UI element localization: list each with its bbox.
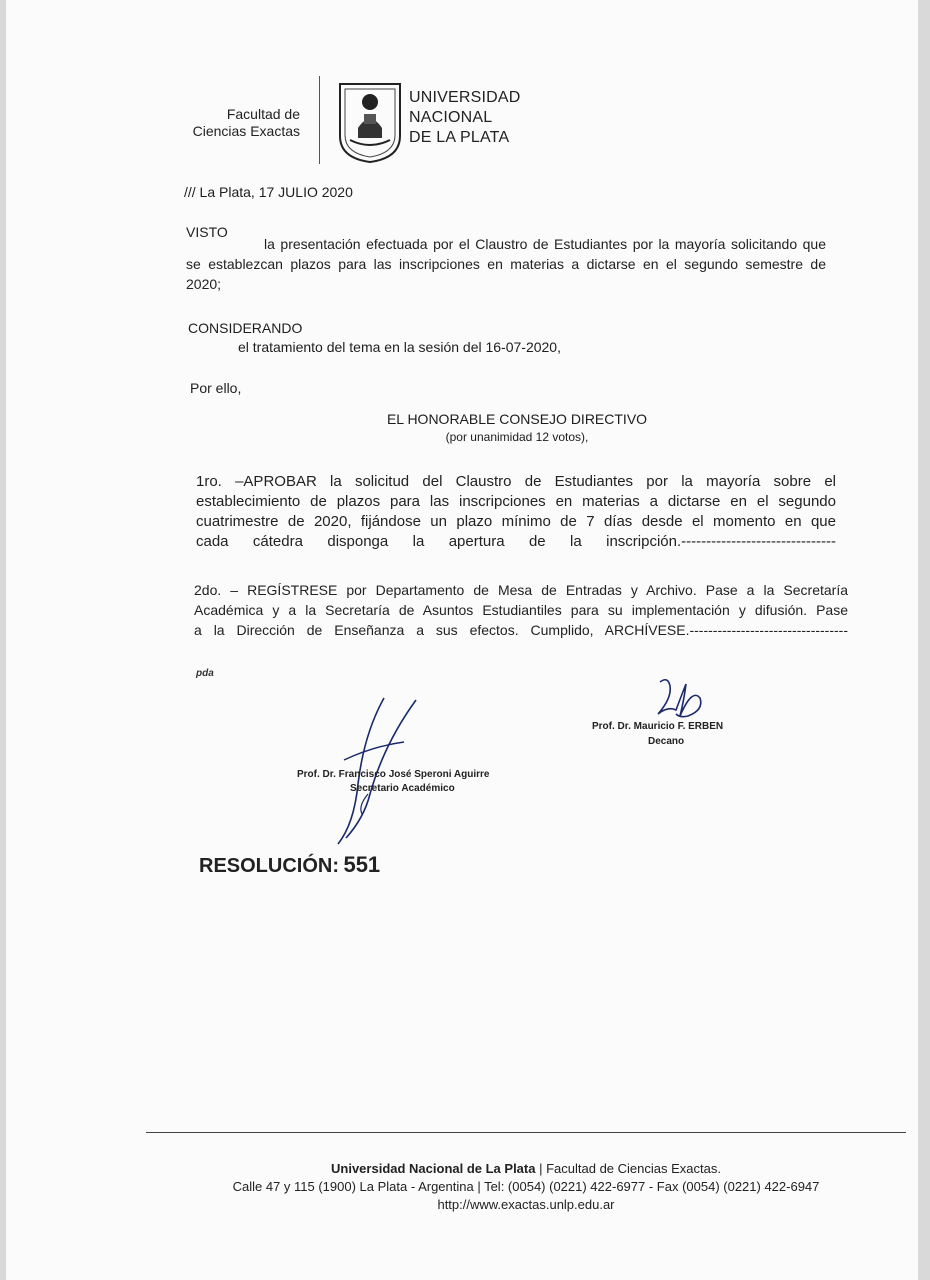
initials: pda xyxy=(196,668,214,679)
por-ello: Por ello, xyxy=(190,380,242,396)
article-1-line-2: establecimiento de plazos para las inscripciones en materias a dictarse en el segundo xyxy=(196,493,836,510)
article-2-line-2: Académica y a la Secretaría de Asuntos Estudiantiles para su implementación y difusión. Pase xyxy=(194,602,848,618)
article-1-line-1: 1ro. –APROBAR la solicitud del Claustro de Estudiantes por la mayoría sobre el xyxy=(196,473,836,490)
university-line-3: DE LA PLATA xyxy=(409,129,510,146)
visto-line-2: se establezcan plazos para las inscripciones en materias a dictarse en el segundo semestre de xyxy=(186,256,826,272)
footer-address: Calle 47 y 115 (1900) La Plata - Argentina | Tel: (0054) (0221) 422-6977 - Fax (0054) (0221) 422-6947 xyxy=(232,1179,820,1194)
secretary-name: Prof. Dr. Francisco José Speroni Aguirre xyxy=(297,769,490,780)
footer-divider xyxy=(146,1132,906,1133)
council-votes: (por unanimidad 12 votos), xyxy=(445,430,589,444)
faculty-line-1: Facultad de xyxy=(226,106,300,122)
faculty-line-2: Ciencias Exactas xyxy=(192,123,300,139)
footer xyxy=(126,1160,918,1214)
date-line: /// La Plata, 17 JULIO 2020 xyxy=(184,184,353,200)
footer-line-1 xyxy=(126,1160,918,1178)
university-line-2: NACIONAL xyxy=(409,109,493,126)
considerando-heading: CONSIDERANDO xyxy=(188,320,303,336)
article-2 xyxy=(194,580,848,640)
visto-paragraph xyxy=(186,234,826,294)
visto-heading: VISTO xyxy=(186,224,228,240)
dean-name: Prof. Dr. Mauricio F. ERBEN xyxy=(592,721,724,732)
document-page xyxy=(6,0,918,1280)
considerando-line: el tratamiento del tema en la sesión del 16-07-2020, xyxy=(238,339,561,355)
article-2-line-3: a la Dirección de Enseñanza a sus efectos. Cumplido, ARCHÍVESE.---------------------------------- xyxy=(194,622,848,638)
council-heading xyxy=(372,410,662,446)
university-name xyxy=(409,88,521,148)
article-1-line-3: cuatrimestre de 2020, fijándose un plazo mínimo de 7 días desde el momento en que xyxy=(196,513,836,530)
article-1 xyxy=(196,472,836,552)
faculty-name xyxy=(156,106,300,140)
footer-website: http://www.exactas.unlp.edu.ar xyxy=(437,1197,615,1212)
resolution xyxy=(199,852,380,878)
dean-signature-icon xyxy=(646,676,706,726)
visto-line-3: 2020; xyxy=(186,276,222,292)
footer-faculty: | Facultad de Ciencias Exactas. xyxy=(539,1161,721,1176)
header-divider xyxy=(319,76,320,164)
resolution-label: RESOLUCIÓN: xyxy=(199,855,339,877)
article-1-line-4: cada cátedra disponga la apertura de la inscripción.------------------------------- xyxy=(196,533,836,550)
university-line-1: UNIVERSIDAD xyxy=(409,89,521,106)
article-2-line-1: 2do. – REGÍSTRESE por Departamento de Mesa de Entradas y Archivo. Pase a la Secretaría xyxy=(194,582,848,598)
resolution-number: 551 xyxy=(343,852,381,877)
council-title: EL HONORABLE CONSEJO DIRECTIVO xyxy=(386,411,648,427)
dean-title: Decano xyxy=(648,736,685,747)
university-seal-icon xyxy=(336,78,404,164)
visto-line-1: la presentación efectuada por el Claustro de Estudiantes por la mayoría solicitando que xyxy=(264,236,826,252)
secretary-title: Secretario Académico xyxy=(350,783,455,794)
footer-university: Universidad Nacional de La Plata xyxy=(331,1161,536,1176)
